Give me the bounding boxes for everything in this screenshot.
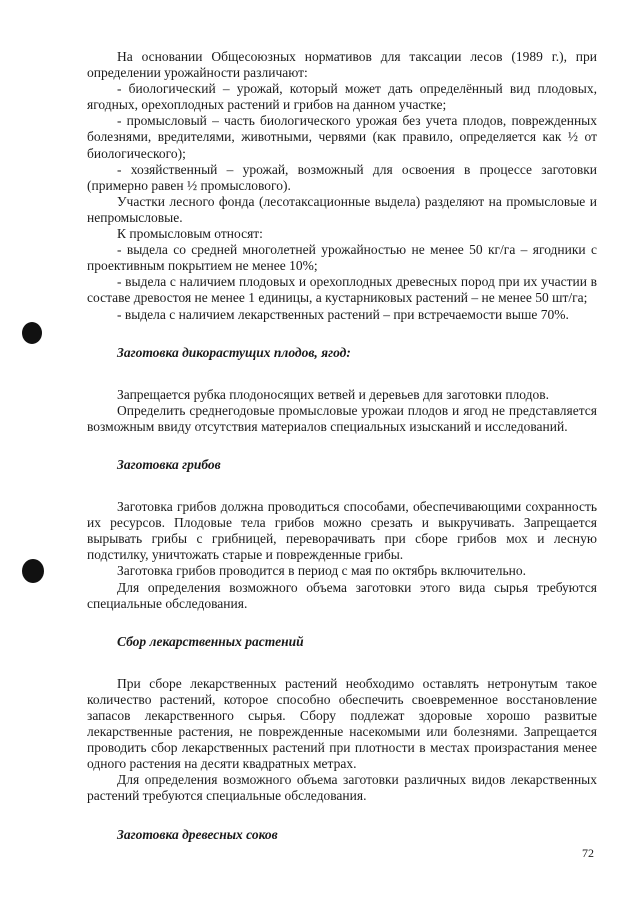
list-item-berries: - выдела со средней многолетней урожайностью не менее 50 кг/га – ягодники с проективным покрытием не менее 10%;: [87, 242, 597, 274]
paragraph-medicinal-survey: Для определения возможного объема заготовки различных видов лекарственных растений требуются специальные обследования.: [87, 772, 597, 804]
list-item-biological: - биологический – урожай, который может дать определённый вид плодовых, ягодных, орехоплодных растений и грибов на данном участке;: [87, 81, 597, 113]
list-item-commercial: - промысловый – часть биологического урожая без учета плодов, поврежденных болезнями, вредителями, животными, червями (как правило, определяется как ½ от биологического);: [87, 113, 597, 161]
paragraph-medicinal-rules: При сборе лекарственных растений необходимо оставлять нетронутым такое количество растений, которое способно обеспечить своевременное восстановление запасов лекарственного сырья. Сбору подлежат здоровые хорошо развитые лекарственные растения, не поврежденные насекомыми или болезнями. Запрещается проводить сбор лекарственных растений при плотности в местах произрастания менее одного растения на десяти квадратных метрах.: [87, 675, 597, 772]
intro-paragraph: На основании Общесоюзных нормативов для таксации лесов (1989 г.), при определении урожайности различают:: [87, 49, 597, 81]
section-heading-mushrooms: Заготовка грибов: [117, 456, 221, 472]
paragraph-fruits-yield: Определить среднегодовые промысловые урожаи плодов и ягод не представляется возможным ввиду отсутствия материалов специальных изысканий и исследований.: [87, 402, 597, 434]
section-heading-fruits: Заготовка дикорастущих плодов, ягод:: [117, 344, 351, 360]
section-heading-sap: Заготовка древесных соков: [117, 826, 278, 842]
punch-hole-mark: [22, 322, 42, 344]
section-heading-medicinal: Сбор лекарственных растений: [117, 633, 304, 649]
list-item-economic: - хозяйственный – урожай, возможный для освоения в процессе заготовки (примерно равен ½ промыслового).: [87, 161, 597, 193]
paragraph-fruits-ban: Запрещается рубка плодоносящих ветвей и деревьев для заготовки плодов.: [117, 386, 550, 402]
body-text: [87, 49, 597, 843]
paragraph-mushrooms-survey: Для определения возможного объема заготовки этого вида сырья требуются специальные обследования.: [87, 579, 597, 611]
paragraph-forest-units: Участки лесного фонда (лесотаксационные выдела) разделяют на промысловые и непромысловые.: [87, 193, 597, 225]
list-item-medicinal: - выдела с наличием лекарственных растений – при встречаемости выше 70%.: [117, 306, 569, 322]
punch-hole-mark: [22, 559, 44, 583]
paragraph-mushrooms-rules: Заготовка грибов должна проводиться способами, обеспечивающими сохранность их ресурсов. Плодовые тела грибов можно срезать и выкручивать. Запрещается вырывать грибы с грибницей, переворачивать при сборе грибов мох и лесную подстилку, уничтожать старые и поврежденные грибы.: [87, 499, 597, 563]
page-number: 72: [582, 846, 594, 860]
paragraph-mushrooms-season: Заготовка грибов проводится в период с мая по октябрь включительно.: [117, 563, 526, 579]
paragraph-commercial-intro: К промысловым относят:: [117, 226, 263, 242]
list-item-fruit-trees: - выдела с наличием плодовых и орехоплодных древесных пород при их участии в составе древостоя не менее 1 единицы, а кустарниковых растений – не менее 50 шт/га;: [87, 274, 597, 306]
